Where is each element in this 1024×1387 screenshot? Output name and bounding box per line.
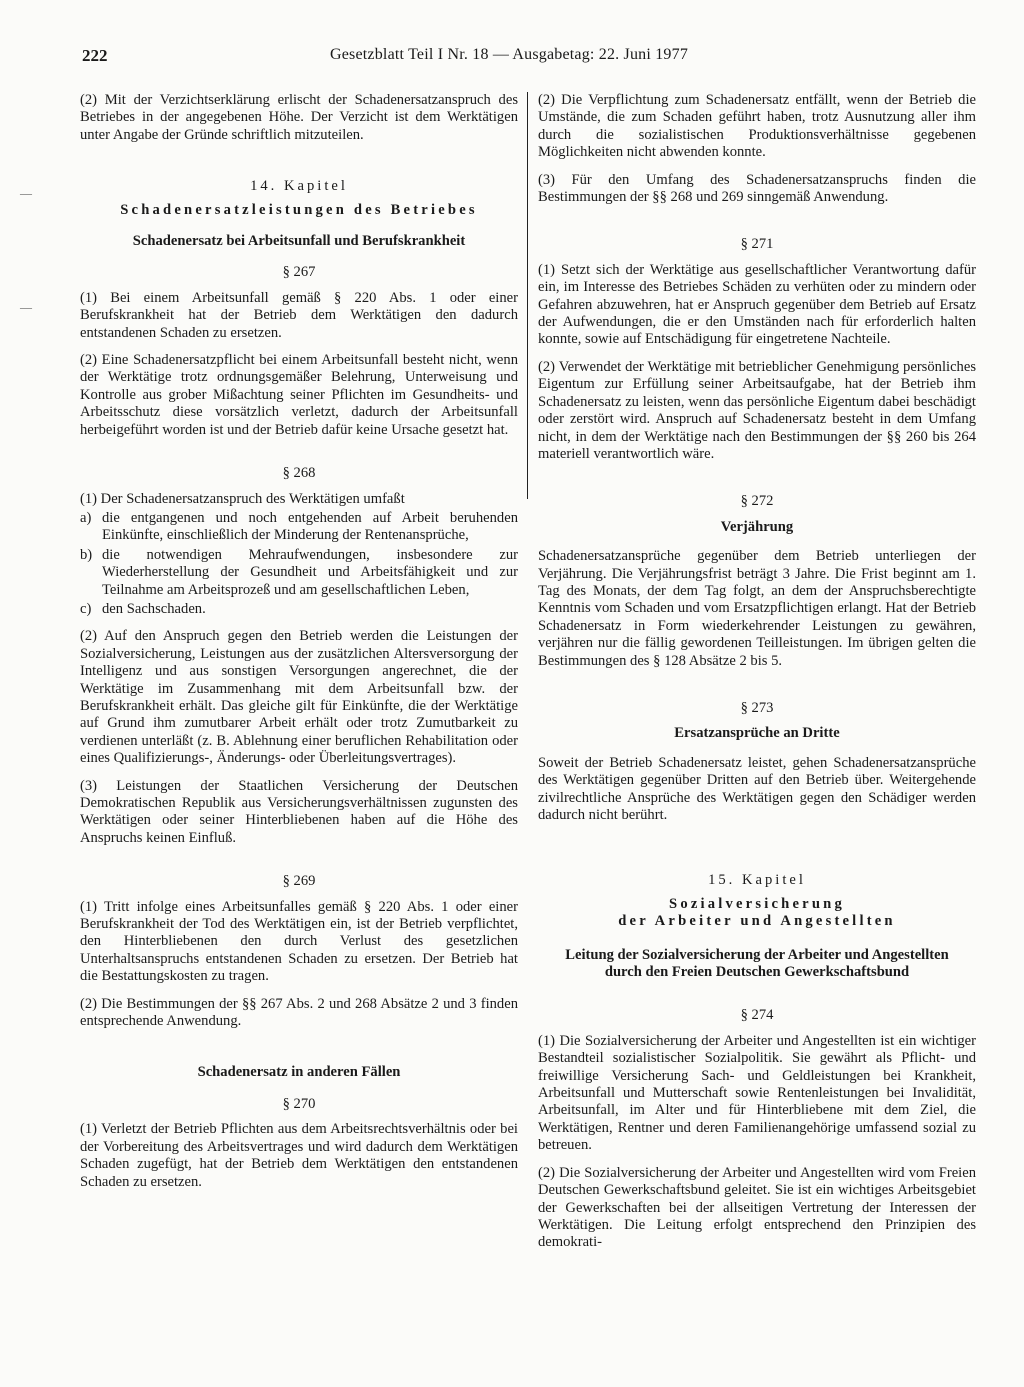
subsection-title: Schadenersatz in anderen Fällen: [197, 1064, 401, 1081]
list-item-label: b): [80, 546, 93, 563]
paragraph: (2) Die Verpflichtung zum Schadenersatz entfällt, wenn der Betrieb die Umstände, die zum Schaden geführt haben, trotz Ausnutzung aller ihm durch die sozialistischen Produktionsverhältnisse gegebenen Möglichkeiten nicht abwenden konnte.: [538, 92, 976, 161]
section-number: § 272: [740, 493, 774, 510]
chapter-heading: 14. Kapitel: [250, 178, 348, 195]
section-number: § 271: [740, 236, 774, 253]
margin-mark: —: [20, 186, 32, 200]
paragraph: (2) Eine Schadenersatzpflicht bei einem Arbeitsunfall besteht nicht, wenn der Werktätige trotz ordnungsgemäßer Belehrung, Unterweisung und Kontrolle aus grober Mißachtung seiner Pflichten im Gesundheits- und Arbeitsschutz diese vorsätzlich verletzt, dadurch der Arbeitsunfall herbeigeführt worden ist und der Betrieb dafür keine Ursache gesetzt hat.: [80, 352, 518, 438]
chapter-title: Schadenersatzleistungen des Betriebes: [120, 201, 478, 218]
section-title: Verjährung: [720, 518, 794, 535]
paragraph: (1) Tritt infolge eines Arbeitsunfalles gemäß § 220 Abs. 1 oder einer Berufskrankheit der Tod des Werktätigen ein, ist der Betrieb verpflichtet, den Hinterbliebenen den durch Verlust des gesetzlichen Unterhaltsanspruchs entstandenen Schaden zu ersetzen. Der Betrieb hat die Bestattungskosten zu tragen.: [80, 898, 518, 985]
list-item: [80, 601, 518, 618]
paragraph: (2) Auf den Anspruch gegen den Betrieb werden die Leistungen der Sozialversicherung, Leistungen aus der zusätzlichen Altersversorgung der Intelligenz und aus sonstigen Versorgungen angerechnet, die der Werktätige im Zusammenhang mit dem Arbeitsunfall bzw. der Berufskrankheit erhält. Das gleiche gilt für Einkünfte, die der Werktätige auf Grund ihm zumutbarer Arbeit erhält oder trotz Zumutbarkeit zu verdienen unterläßt (z. B. Ablehnung einer beruflichen Rehabilitation oder eines Qualifizierungs-, Änderungs- oder Überleitungsvertrages).: [80, 628, 518, 767]
chapter-heading: 15. Kapitel: [708, 872, 806, 889]
list-item: [80, 510, 518, 545]
paragraph: (1) Bei einem Arbeitsunfall gemäß § 220 Abs. 1 oder einer Berufskrankheit hat der Betrieb dem Werktätigen den dadurch entstandenen Schaden zu ersetzen.: [80, 289, 518, 341]
section-number: § 273: [740, 699, 774, 716]
list-item-label: a): [80, 509, 92, 526]
list-item-label: c): [80, 600, 92, 617]
list-item: [80, 547, 518, 599]
paragraph: (3) Für den Umfang des Schadenersatzanspruchs finden die Bestimmungen der §§ 268 und 269 sinngemäß Anwendung.: [538, 171, 976, 206]
list-item-text: die entgangenen und noch entgehenden auf Arbeit beruhenden Einkünfte, einschließlich der Minderung der Rentenansprüche,: [102, 509, 518, 544]
right-column: [538, 92, 976, 1262]
paragraph: (2) Mit der Verzichtserklärung erlischt der Schadenersatzanspruch des Betriebes in der angegebenen Höhe. Der Verzicht ist dem Werktätigen unter Angabe der Gründe schriftlich mitzuteilen.: [80, 92, 518, 143]
section-number: § 267: [282, 264, 316, 281]
section-number: § 270: [282, 1095, 316, 1112]
subsection-title-line1: Leitung der Sozialversicherung der Arbeiter und Angestellten: [565, 946, 949, 963]
paragraph: (1) Verletzt der Betrieb Pflichten aus dem Arbeitsrechtsverhältnis oder bei der Vorbereitung des Arbeitsvertrages und wird dadurch dem Werktätigen Schaden zugefügt, hat der Betrieb dem Werktätigen den entstandenen Schaden zu ersetzen.: [80, 1121, 518, 1190]
paragraph: (1) Der Schadenersatzanspruch des Werktätigen umfaßt: [80, 490, 405, 507]
section-number: § 268: [282, 465, 316, 482]
running-title: Gesetzblatt Teil I Nr. 18 — Ausgabetag: 22. Juni 1977: [330, 46, 689, 63]
paragraph: (3) Leistungen der Staatlichen Versicherung der Deutschen Demokratischen Republik aus Versicherungsverhältnissen zugunsten des Werktätigen oder seiner Hinterbliebenen haben auf die Höhe des Anspruchs keinen Einfluß.: [80, 777, 518, 846]
paragraph: (1) Setzt sich der Werktätige aus gesellschaftlicher Verantwortung dafür ein, im Interesse des Betriebes Schäden zu verhüten oder zu mindern oder Gefahren abzuwehren, hat er Anspruch gegenüber dem Betrieb auf Ersatz der Aufwendungen, die er den Umständen nach für erforderlich halten konnte, sowie auf Entschädigung für eingetretene Nachteile.: [538, 261, 976, 348]
paragraph: Soweit der Betrieb Schadenersatz leistet, gehen Schadenersatzansprüche des Werktätigen gegenüber Dritten auf den Betrieb über. Weitergehende zivilrechtliche Ansprüche des Werktätigen gegen den Schädiger werden dadurch nicht berührt.: [538, 754, 976, 823]
page-number: 222: [82, 46, 108, 65]
paragraph: Schadenersatzansprüche gegenüber dem Betrieb unterliegen der Verjährung. Die Verjährungsfrist beträgt 3 Jahre. Die Frist beginnt am 1. Tag des Monats, der dem Tag folgt, an dem der Anspruchsberechtigte Kenntnis vom Schaden und vom Ersatzpflichtigen erlangt. Hat der Betrieb Schadenersatz in Form wiederkehrender Leistungen zu gewähren, verjähren nur die fällig gewordenen Teilleistungen. Im übrigen gelten die Bestimmungen des § 128 Absätze 2 bis 5.: [538, 548, 976, 669]
paragraph: (2) Die Sozialversicherung der Arbeiter und Angestellten wird vom Freien Deutschen Gewerkschaftsbund geleitet. Sie ist ein wichtiges Arbeitsgebiet der Gewerkschaften bei der allseitigen Vertretung der Interessen der Werktätigen. Die Leitung erfolgt entsprechend den Prinzipien des demokrati-: [538, 1164, 976, 1251]
section-number: § 274: [740, 1007, 774, 1024]
list-item-text: die notwendigen Mehraufwendungen, insbesondere zur Wiederherstellung der Gesundheit und Arbeitsfähigkeit und zur Teilnahme am Arbeitsprozeß und am gesellschaftlichen Leben,: [102, 546, 518, 598]
paragraph: (1) Die Sozialversicherung der Arbeiter und Angestellten ist ein wichtiger Bestandteil sozialistischer Sozialpolitik. Sie gewährt als Pflicht- und freiwillige Versicherung Sach- und Geldleistungen bei Krankheit, Arbeitsunfall und Mutterschaft sowie Rentenleistungen bei Invalidität, Arbeitsunfall, im Alter und für Hinterbliebene mit dem Ziel, die Werktätigen, Rentner und deren Familienangehörige umfassend sozial zu betreuen.: [538, 1032, 976, 1154]
list-item-text: den Sachschaden.: [102, 600, 206, 617]
column-divider: [527, 92, 528, 499]
margin-mark: —: [20, 300, 32, 314]
page-header: [82, 46, 982, 72]
chapter-title-line1: Sozialversicherung: [669, 895, 845, 912]
section-title: Ersatzansprüche an Dritte: [674, 725, 840, 742]
section-number: § 269: [282, 873, 316, 890]
enumerated-list: [80, 510, 518, 618]
chapter-title-line2: der Arbeiter und Angestellten: [618, 913, 896, 930]
paragraph: (2) Die Bestimmungen der §§ 267 Abs. 2 und 268 Absätze 2 und 3 finden entsprechende Anwendung.: [80, 995, 518, 1030]
paragraph: (2) Verwendet der Werktätige mit betrieblicher Genehmigung persönliches Eigentum zur Erfüllung seiner Arbeitsaufgabe, hat der Betrieb ihm Schadenersatz zu leisten, wenn das persönliche Eigentum dabei beschädigt oder zerstört wird. Anspruch auf Schadenersatz besteht in dem Umfang nicht, in dem der Werktätige nach den Bestimmungen der §§ 260 bis 264 materiell verantwortlich wäre.: [538, 358, 976, 462]
subsection-title-line2: durch den Freien Deutschen Gewerkschaftsbund: [604, 964, 910, 981]
subsection-title: Schadenersatz bei Arbeitsunfall und Berufskrankheit: [132, 233, 466, 250]
left-column: [80, 92, 518, 1201]
